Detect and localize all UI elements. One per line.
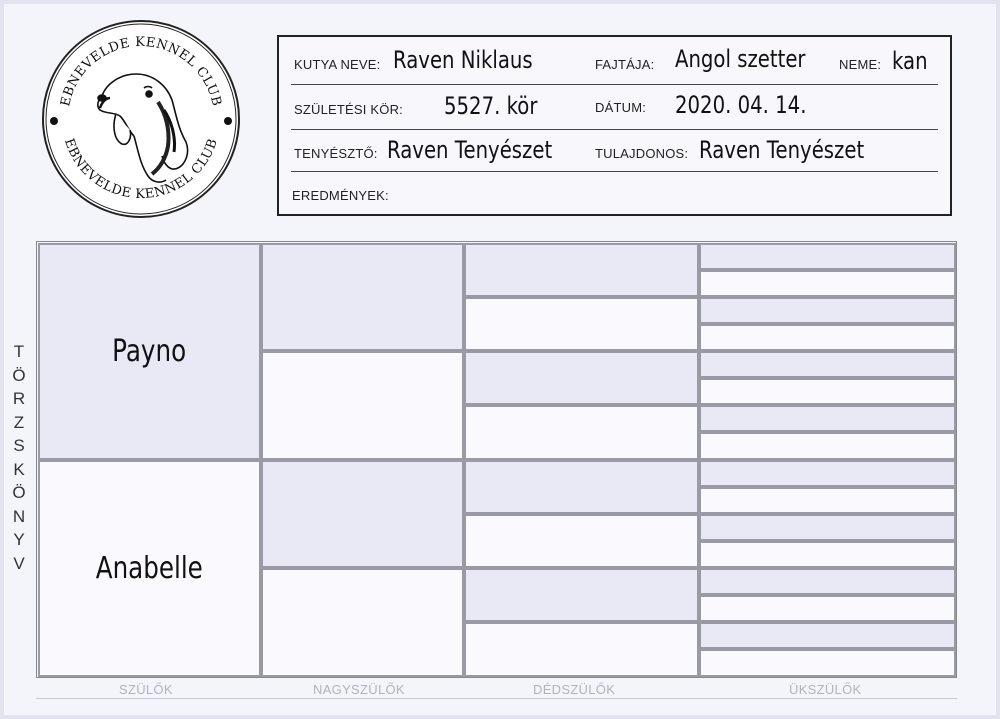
great-great-grandparent-cell (699, 351, 956, 378)
great-great-grandparent-cell (699, 568, 956, 595)
pedigree-side-title (8, 340, 30, 575)
sex-value: kan (892, 47, 928, 75)
owner-label: TULAJDONOS: (595, 146, 689, 161)
parent-cell-sire (38, 243, 261, 460)
side-title-letter: R (12, 389, 26, 408)
great-grandparent-cell (464, 243, 699, 297)
great-grandparent-cell (464, 297, 699, 351)
side-title-letter: Z (13, 412, 25, 432)
birth-round-label: SZÜLETÉSI KÖR: (294, 102, 403, 117)
side-title-letter: K (13, 459, 25, 479)
great-grandparent-cell (464, 351, 699, 405)
great-grandparent-cell (464, 405, 699, 460)
side-title-letter: S (13, 436, 25, 455)
great-grandparent-cell (464, 622, 699, 677)
side-title-letter: N (12, 506, 26, 526)
dog-name-label: KUTYA NEVE: (294, 57, 381, 72)
logo-text-top: EBNEVELDE KENNEL CLUB (58, 34, 224, 108)
side-title-letter: Ö (12, 365, 26, 385)
great-great-grandparent-cell (699, 432, 956, 460)
generation-label-great-grandparents: DÉDSZÜLŐK (533, 682, 616, 697)
great-great-grandparent-cell (699, 622, 956, 649)
dog-info-box (277, 35, 952, 216)
results-label: EREDMÉNYEK: (292, 188, 389, 203)
bottom-divider (36, 698, 957, 699)
great-great-grandparent-cell (699, 649, 956, 677)
dam-name: Anabelle (95, 551, 204, 586)
great-great-grandparent-cell (699, 243, 956, 270)
great-great-grandparent-cell (699, 541, 956, 568)
sex-label: NEME: (839, 57, 882, 72)
owner-value: Raven Tenyészet (699, 136, 865, 164)
date-value: 2020. 04. 14. (675, 91, 807, 119)
side-title-letter: Ö (12, 483, 26, 502)
dog-name-value: Raven Niklaus (393, 46, 533, 74)
breeder-label: TENYÉSZTŐ: (294, 146, 378, 161)
grandparent-cell (261, 460, 464, 568)
generation-label-parents: SZÜLŐK (119, 682, 173, 697)
grandparent-cell (261, 568, 464, 677)
side-title-letter: Y (13, 530, 25, 549)
great-great-grandparent-cell (699, 405, 956, 432)
great-great-grandparent-cell (699, 270, 956, 297)
pedigree-grid (36, 241, 957, 678)
grandparent-cell (261, 351, 464, 460)
great-great-grandparent-cell (699, 595, 956, 622)
side-title-letter: V (13, 553, 25, 573)
great-great-grandparent-cell (699, 378, 956, 405)
sire-name: Payno (112, 334, 187, 369)
great-grandparent-cell (464, 514, 699, 568)
logo-text-bottom: EBNEVELDE KENNEL CLUB (60, 136, 222, 203)
side-title-letter: T (13, 342, 25, 361)
birth-round-value: 5527. kör (444, 92, 538, 120)
grandparent-cell (261, 243, 464, 351)
great-great-grandparent-cell (699, 324, 956, 351)
great-great-grandparent-cell (699, 460, 956, 487)
kennel-club-logo (40, 18, 242, 220)
great-great-grandparent-cell (699, 487, 956, 514)
breed-label: FAJTÁJA: (595, 57, 655, 72)
great-grandparent-cell (464, 568, 699, 622)
breed-value: Angol szetter (675, 45, 806, 73)
generation-label-grandparents: NAGYSZÜLŐK (313, 682, 405, 697)
great-great-grandparent-cell (699, 297, 956, 324)
breeder-value: Raven Tenyészet (387, 136, 553, 164)
parent-cell-dam (38, 460, 261, 677)
great-grandparent-cell (464, 460, 699, 514)
generation-label-great-great-grandparents: ÜKSZÜLŐK (789, 682, 862, 697)
date-label: DÁTUM: (595, 100, 647, 115)
great-great-grandparent-cell (699, 514, 956, 541)
